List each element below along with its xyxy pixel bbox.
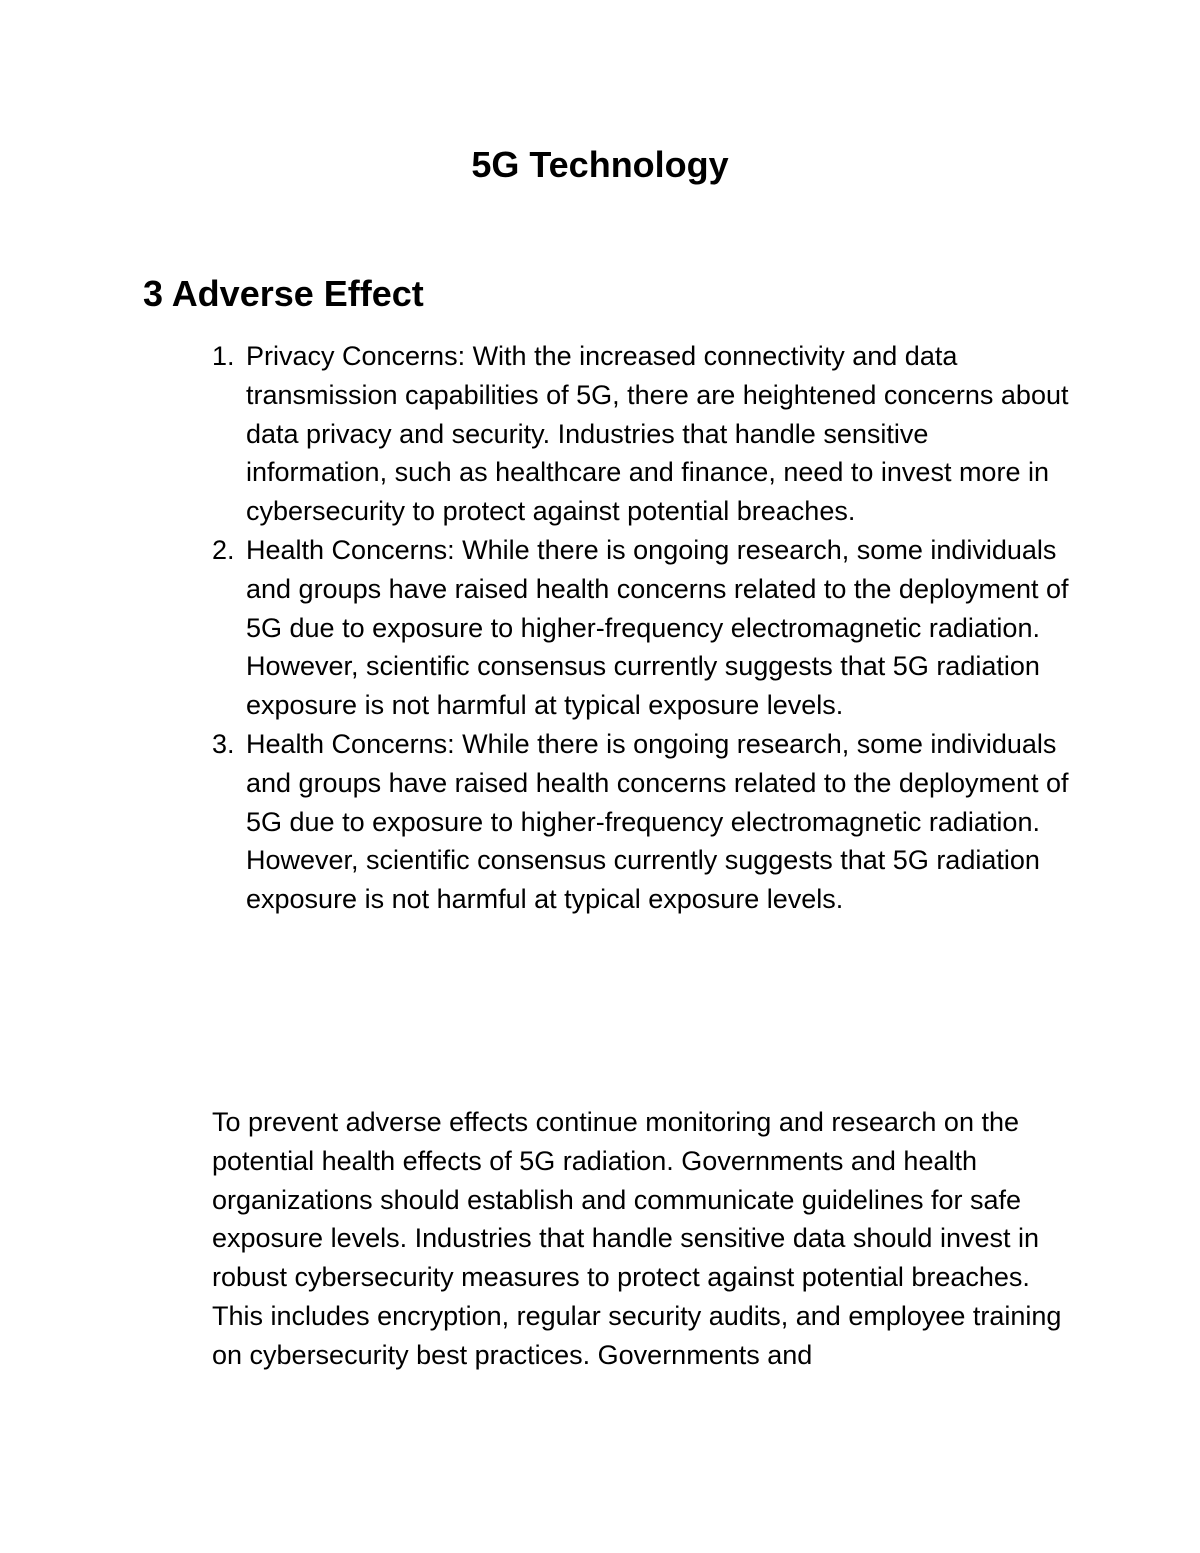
section-heading: 3 Adverse Effect [143, 273, 424, 314]
list-item-number: 2. [212, 534, 235, 565]
list-item [212, 531, 1072, 725]
document-title: 5G Technology [471, 144, 729, 185]
conclusion-paragraph: To prevent adverse effects continue monitoring and research on the potential health effects of 5G radiation. Governments and health organizations should establish and communicate guidelines for safe exposure levels. Industries that handle sensitive data should invest in robust cybersecurity measures to protect against potential breaches. This includes encryption, regular security audits, and employee training on cybersecurity best practices. Governments and [212, 1107, 1062, 1370]
list-item-text: Privacy Concerns: With the increased connectivity and data transmission capabilities of 5G, there are heightened concerns about data privacy and security. Industries that handle sensitive information, such as healthcare and finance, need to invest more in cybersecurity to protect against potential breaches. [246, 341, 1069, 527]
list-item-text: Health Concerns: While there is ongoing research, some individuals and groups have raised health concerns related to the deployment of 5G due to exposure to higher-frequency electromagnetic radiation. However, scientific consensus currently suggests that 5G radiation exposure is not harmful at typical exposure levels. [246, 728, 1069, 915]
list-item [212, 337, 1072, 531]
adverse-effects-list [212, 337, 1072, 919]
list-item-text: Health Concerns: While there is ongoing research, some individuals and groups have raised health concerns related to the deployment of 5G due to exposure to higher-frequency electromagnetic radiation. However, scientific consensus currently suggests that 5G radiation exposure is not harmful at typical exposure levels. [246, 534, 1069, 721]
list-item [212, 725, 1072, 919]
list-item-number: 3. [212, 728, 235, 759]
list-item-number: 1. [212, 341, 235, 371]
